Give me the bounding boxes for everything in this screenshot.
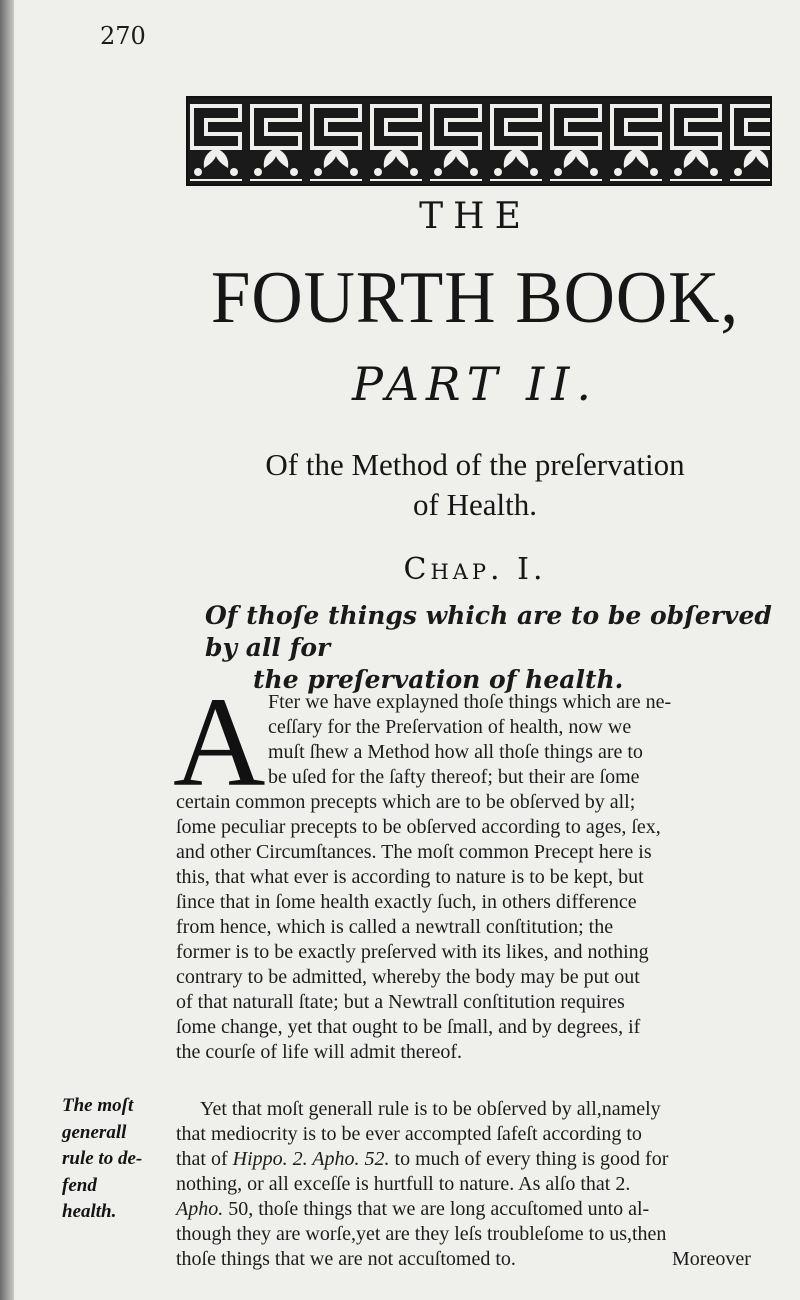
body-line: thoſe things that we are not accuſtomed to. (176, 1248, 516, 1270)
chapter-title (205, 600, 785, 696)
drop-cap: A (173, 671, 266, 813)
body-line: though they are worſe,yet are they leſs troubleſome to us,then (176, 1223, 667, 1245)
heading-method-line2: of Health. (413, 487, 537, 522)
body-line: certain common precepts which are to be obſerved by all; (176, 791, 636, 813)
body-text: to much of every thing is good for (389, 1148, 669, 1170)
body-line: ſince that in ſome health exactly ſuch, in others difference (176, 891, 637, 913)
heading-method-line1: Of the Method of the preſervation (265, 447, 685, 482)
heading-fourth-book: FOURTH BOOK, (210, 257, 740, 339)
heading-method (150, 445, 800, 525)
catchword: Moreover (672, 1248, 751, 1270)
ornamental-header-band (186, 96, 772, 186)
body-line-with-citation (176, 1197, 649, 1221)
body-line: that mediocrity is to be ever accompted ſafeſt according to (176, 1123, 642, 1145)
chapter-heading: Chap. I. (403, 552, 547, 587)
body-text: 50, thoſe things that we are long accuſtomed unto al- (223, 1198, 650, 1220)
body-line: ceſſary for the Preſervation of health, now we (268, 716, 632, 738)
body-line: from hence, which is called a newtrall conſtitution; the (176, 916, 614, 938)
heading-part: PART II. (351, 357, 599, 411)
heading-the: THE (419, 196, 531, 237)
page-gutter-shadow (0, 0, 14, 1300)
body-line: Fter we have explayned thoſe things which are ne- (268, 691, 672, 713)
chapter-title-line1: Of thoſe things which are to be obſerved by all for (205, 601, 772, 662)
body-line: and other Circumſtances. The moſt common Precept here is (176, 841, 652, 863)
body-line: Yet that moſt generall rule is to be obſerved by all,namely (200, 1098, 661, 1120)
chapter-title-line2: the preſervation of health. (253, 665, 624, 694)
body-line: be uſed for the ſafty thereof; but their are ſome (268, 766, 640, 788)
body-line: contrary to be admitted, whereby the body may be put out (176, 966, 640, 988)
margin-note-line: health. (62, 1201, 117, 1222)
citation: Hippo. 2. Apho. 52. (232, 1148, 390, 1170)
body-line: former is to be exactly preſerved with its likes, and nothing (176, 941, 649, 963)
body-line: this, that what ever is according to nature is to be kept, but (176, 866, 644, 888)
citation: Apho. (176, 1198, 224, 1220)
margin-note-line: generall (62, 1121, 127, 1143)
margin-note-line: rule to de- (62, 1148, 143, 1169)
body-line: ſome peculiar precepts to be obſerved according to ages, ſex, (176, 816, 661, 838)
margin-note-line: The moſt (62, 1095, 134, 1116)
body-line: muſt ſhew a Method how all thoſe things are to (268, 741, 643, 763)
body-line: nothing, or all exceſſe is hurtfull to nature. As alſo that 2. (176, 1173, 631, 1195)
page-number: 270 (100, 22, 146, 50)
margin-note-line: fend (62, 1174, 97, 1196)
margin-note (62, 1093, 172, 1226)
body-text: that of (176, 1148, 233, 1170)
body-line: the courſe of life will admit thereof. (176, 1041, 463, 1063)
body-line: ſome change, yet that ought to be ſmall, and by degrees, if (176, 1016, 641, 1038)
body-line: of that naturall ſtate; but a Newtrall conſtitution requires (176, 991, 625, 1013)
body-line-with-citation (176, 1147, 668, 1171)
